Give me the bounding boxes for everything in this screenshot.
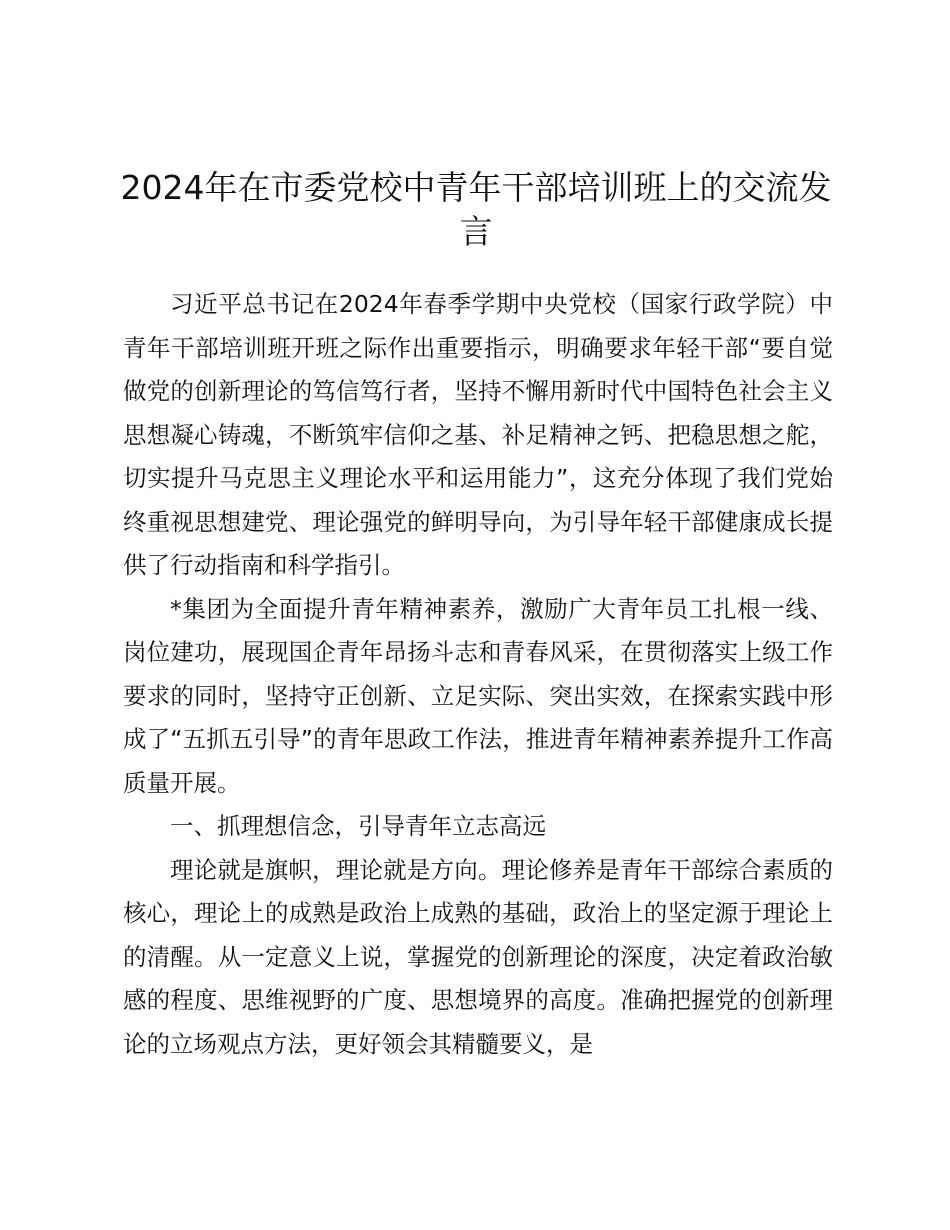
document-body [123,283,833,1066]
document-title: 2024年在市委党校中青年干部培训班上的交流发言 [120,168,832,251]
section-heading-1: 一、抓理想信念，引导青年立志高远 [170,812,546,840]
paragraph-theory: 理论就是旗帜，理论就是方向。理论修养是青年干部综合素质的核心，理论上的成熟是政治上成熟的基础，政治上的坚定源于理论上的清醒。从一定意义上说，掌握党的创新理论的深度，决定着政治敏感的程度、思维视野的广度、思想境界的高度。准确把握党的创新理论的立场观点方法，更好领会其精髓要义，是 [123,855,833,1058]
paragraph-group: *集团为全面提升青年精神素养，激励广大青年员工扎根一线、岗位建功，展现国企青年昂扬斗志和青春风采，在贯彻落实上级工作要求的同时，坚持守正创新、立足实际、突出实效，在探索实践中形成了“五抓五引导”的青年思政工作法，推进青年精神素养提升工作高质量开展。 [123,594,833,797]
paragraph-intro: 习近平总书记在2024年春季学期中央党校（国家行政学院）中青年干部培训班开班之际作出重要指示，明确要求年轻干部“要自觉做党的创新理论的笃信笃行者，坚持不懈用新时代中国特色社会主义思想凝心铸魂，不断筑牢信仰之基、补足精神之钙、把稳思想之舵，切实提升马克思主义理论水平和运用能力”，这充分体现了我们党始终重视思想建党、理论强党的鲜明导向，为引导年轻干部健康成长提供了行动指南和科学指引。 [123,290,833,579]
